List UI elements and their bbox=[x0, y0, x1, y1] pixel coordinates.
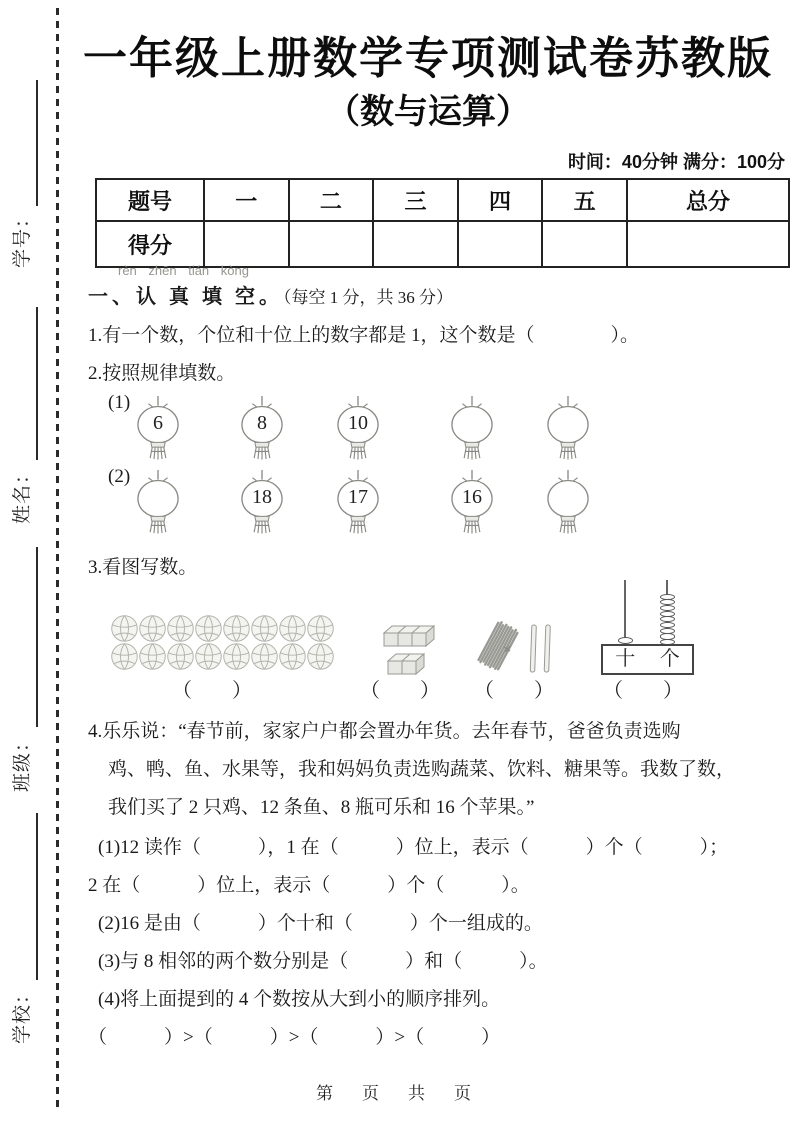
answer-blank: （ ） bbox=[172, 680, 252, 702]
question-4-line: 4.乐乐说：“春节前，家家户户都会置办年货。去年春节，爸爸负责选购 bbox=[88, 721, 681, 742]
lantern-row-1-label: (1) bbox=[108, 392, 131, 413]
lantern bbox=[239, 470, 285, 535]
question-3-figures bbox=[70, 578, 786, 703]
name-label: 姓名： bbox=[12, 463, 33, 524]
question-4-line: 鸡、鸭、鱼、水果等，我和妈妈负责选购蔬菜、饮料、糖果等。我数了数， bbox=[108, 759, 736, 780]
score-table bbox=[95, 178, 790, 268]
score-table-score-row bbox=[96, 221, 789, 267]
question-4-answer-line: （ ）>（ ）>（ ）>（ ） bbox=[88, 1027, 501, 1048]
basketball-icon bbox=[250, 642, 279, 671]
basketball-icon bbox=[166, 614, 195, 643]
lantern bbox=[449, 470, 495, 535]
basketball-icon bbox=[250, 614, 279, 643]
lantern-blank bbox=[135, 470, 181, 535]
basketball-icon bbox=[306, 614, 335, 643]
score-table-header: 四 bbox=[458, 179, 543, 221]
abacus-tens-label: 十 bbox=[615, 648, 636, 670]
basketball-icon bbox=[278, 642, 307, 671]
basketball-row bbox=[110, 642, 342, 671]
stick-bundle-icon bbox=[476, 620, 522, 674]
basketball-icon bbox=[222, 642, 251, 671]
basketball-row bbox=[110, 614, 342, 643]
question-1: 1.有一个数，个位和十位上的数字都是 1，这个数是（ ）。 bbox=[88, 325, 640, 346]
cube-bar2-icon bbox=[385, 652, 425, 676]
basketball-icon bbox=[138, 642, 167, 671]
basketball-icon bbox=[194, 642, 223, 671]
abacus-tens-beads bbox=[618, 637, 633, 644]
abacus-ones-label: 个 bbox=[659, 648, 680, 670]
score-cell bbox=[542, 221, 627, 267]
lantern-blank bbox=[545, 470, 591, 535]
lantern bbox=[239, 396, 285, 461]
score-table-header: 二 bbox=[289, 179, 374, 221]
abacus-base bbox=[601, 644, 694, 675]
basketball-icon bbox=[306, 642, 335, 671]
basketball-icon bbox=[110, 614, 139, 643]
lantern-number: 18 bbox=[252, 486, 272, 508]
basketball-group bbox=[110, 614, 342, 671]
question-2: 2.按照规律填数。 bbox=[88, 363, 236, 384]
stick-icon bbox=[528, 624, 538, 674]
student-id-blank-line bbox=[36, 80, 38, 206]
question-4-sub-1: (1)12 读作（ ），1 在（ ）位上，表示（ ）个（ ）； bbox=[98, 837, 729, 858]
student-id-label: 学号： bbox=[12, 207, 33, 268]
question-4-line: 我们买了 2 只鸡、12 条鱼、8 瓶可乐和 16 个苹果。” bbox=[108, 797, 535, 818]
basketball-icon bbox=[138, 614, 167, 643]
lantern-icon bbox=[449, 396, 495, 461]
abacus-figure bbox=[601, 578, 693, 673]
lantern-icon bbox=[545, 396, 591, 461]
cube-bar3-icon bbox=[381, 624, 435, 648]
cube-group bbox=[381, 624, 441, 681]
basketball-icon bbox=[278, 614, 307, 643]
school-blank-line bbox=[36, 813, 38, 980]
time-score-info: 时间：40分钟 满分：100分 bbox=[567, 152, 785, 172]
question-3: 3.看图写数。 bbox=[88, 557, 198, 578]
basketball-icon bbox=[194, 614, 223, 643]
lantern bbox=[135, 396, 181, 461]
question-4-sub-1-cont: 2 在（ ）位上，表示（ ）个（ ）。 bbox=[88, 875, 530, 896]
lantern-icon bbox=[135, 470, 181, 535]
page-subtitle: （数与运算） bbox=[326, 93, 530, 131]
basketball-icon bbox=[222, 614, 251, 643]
lantern-number: 16 bbox=[462, 486, 482, 508]
score-cell bbox=[458, 221, 543, 267]
answer-blank: （ ） bbox=[360, 680, 440, 702]
page-title: 一年级上册数学专项测试卷苏教版 bbox=[83, 34, 773, 83]
abacus-bead bbox=[618, 637, 633, 644]
lantern-row-2-label: (2) bbox=[108, 466, 131, 487]
question-4-sub-4: (4)将上面提到的 4 个数按从大到小的顺序排列。 bbox=[98, 989, 501, 1010]
lantern bbox=[335, 470, 381, 535]
answer-blank: （ ） bbox=[603, 680, 683, 702]
lantern-blank bbox=[449, 396, 495, 461]
score-cell bbox=[289, 221, 374, 267]
abacus-tens-rod bbox=[624, 580, 626, 644]
lantern-icon bbox=[545, 470, 591, 535]
score-table-header: 总分 bbox=[627, 179, 789, 221]
basketball-icon bbox=[110, 642, 139, 671]
question-4-sub-2: (2)16 是由（ ）个十和（ ）个一组成的。 bbox=[98, 913, 543, 934]
score-table-header-row bbox=[96, 179, 789, 221]
class-blank-line bbox=[36, 547, 38, 727]
lantern bbox=[335, 396, 381, 461]
lantern-number: 8 bbox=[257, 412, 267, 434]
lantern-number: 17 bbox=[348, 486, 368, 508]
answer-blank: （ ） bbox=[474, 680, 554, 702]
score-cell bbox=[204, 221, 289, 267]
question-4-sub-3: (3)与 8 相邻的两个数分别是（ ）和（ ）。 bbox=[98, 951, 548, 972]
binding-dashed-line bbox=[56, 8, 59, 1108]
lantern-blank bbox=[545, 396, 591, 461]
section-heading bbox=[88, 280, 453, 309]
score-cell bbox=[373, 221, 458, 267]
score-table-header: 五 bbox=[542, 179, 627, 221]
section-title: 一、认 真 填 空。 bbox=[88, 286, 283, 308]
section-score-note: （每空 1 分，共 36 分） bbox=[283, 288, 453, 307]
score-row-label: 得分 bbox=[96, 221, 204, 267]
score-table-header: 三 bbox=[373, 179, 458, 221]
page-footer: 第 页 共 页 bbox=[316, 1084, 477, 1103]
lantern-number: 6 bbox=[153, 412, 163, 434]
basketball-icon bbox=[166, 642, 195, 671]
name-blank-line bbox=[36, 307, 38, 460]
abacus-ones-beads bbox=[660, 594, 675, 645]
score-cell bbox=[627, 221, 789, 267]
paper-content bbox=[70, 0, 786, 1122]
class-label: 班级： bbox=[12, 731, 33, 792]
lantern-number: 10 bbox=[348, 412, 368, 434]
school-label: 学校： bbox=[12, 983, 33, 1044]
section-pinyin: rèn zhēn tián kòng bbox=[118, 263, 249, 278]
score-table-header: 一 bbox=[204, 179, 289, 221]
score-table-header: 题号 bbox=[96, 179, 204, 221]
stick-icon bbox=[542, 624, 552, 674]
